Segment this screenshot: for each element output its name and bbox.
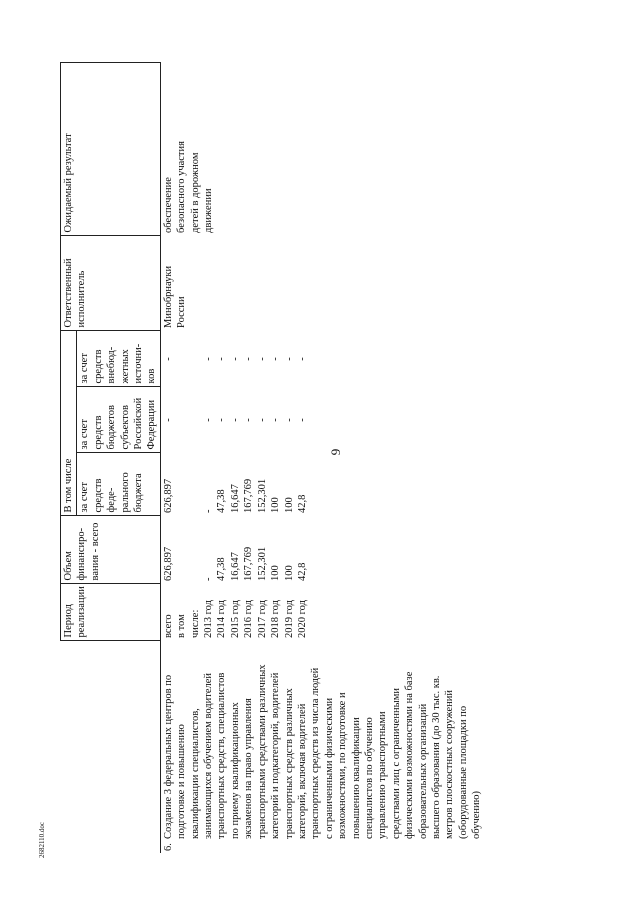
header-external: за счет средств внебюд-жетных источни-ков bbox=[77, 331, 160, 387]
regional-cell: - - - - - - - - - bbox=[162, 418, 308, 422]
executor-cell: Минобрнауки России bbox=[162, 265, 188, 328]
period-cell: всего в том числе: 2013 год 2014 год 2015 год 2016 год 2017 год 2018 год 2019 год 2020 год bbox=[162, 600, 308, 638]
task-cell bbox=[160, 641, 484, 853]
federal-cell: 626,897 - 47,38 16,647 167,769 152,301 100 100 42,8 bbox=[162, 478, 308, 513]
page-number: 9 bbox=[328, 448, 343, 456]
header-federal: за счет средств феде-рального бюджета bbox=[77, 453, 160, 516]
header-result: Ожидаемый результат bbox=[61, 63, 161, 236]
row-number: 6. bbox=[162, 843, 174, 851]
external-cell: - - - - - - - - - bbox=[162, 357, 308, 361]
header-executor: Ответственный исполнитель bbox=[61, 236, 161, 331]
footer-filename: 2682110.doc bbox=[38, 821, 46, 859]
table-header-row bbox=[61, 63, 77, 853]
task-description: Создание 3 федеральных центров по подготовке и повышению квалификации специалистов, занимающихся обучением водителей транспортных средств, специалистов по приему квалификационных экзаменов на право управления транспортными средствами различных категорий и подкатегорий, водителей транспортных средств различных категорий, включая водителей транспортных средств из числа людей с ограниченными физическими возможностями, по подготовке и повышению квалификации специалистов по обучению управлению транспортными средствами лиц с ограниченными физическими возможностями на базе образовательных организаций высшего образования (до 30 тыс. кв. метров плоскостных сооружений (оборудованные площадки по обучению) bbox=[162, 664, 483, 839]
header-period: Период реализации bbox=[61, 584, 161, 641]
header-regional: за счет средств бюджетов субъектов Российской Федерации bbox=[77, 387, 160, 453]
header-in-total: В том числе bbox=[61, 331, 77, 516]
table-row bbox=[160, 63, 484, 853]
total-cell: 626,897 - 47,38 16,647 167,769 152,301 100 100 42,8 bbox=[162, 546, 308, 581]
header-task-cell bbox=[61, 641, 161, 853]
header-volume: Объем финансиро-вания - всего bbox=[61, 516, 161, 584]
program-table bbox=[60, 62, 485, 853]
result-cell: обеспечение безопасного участия детей в дорожном движении bbox=[162, 141, 215, 233]
